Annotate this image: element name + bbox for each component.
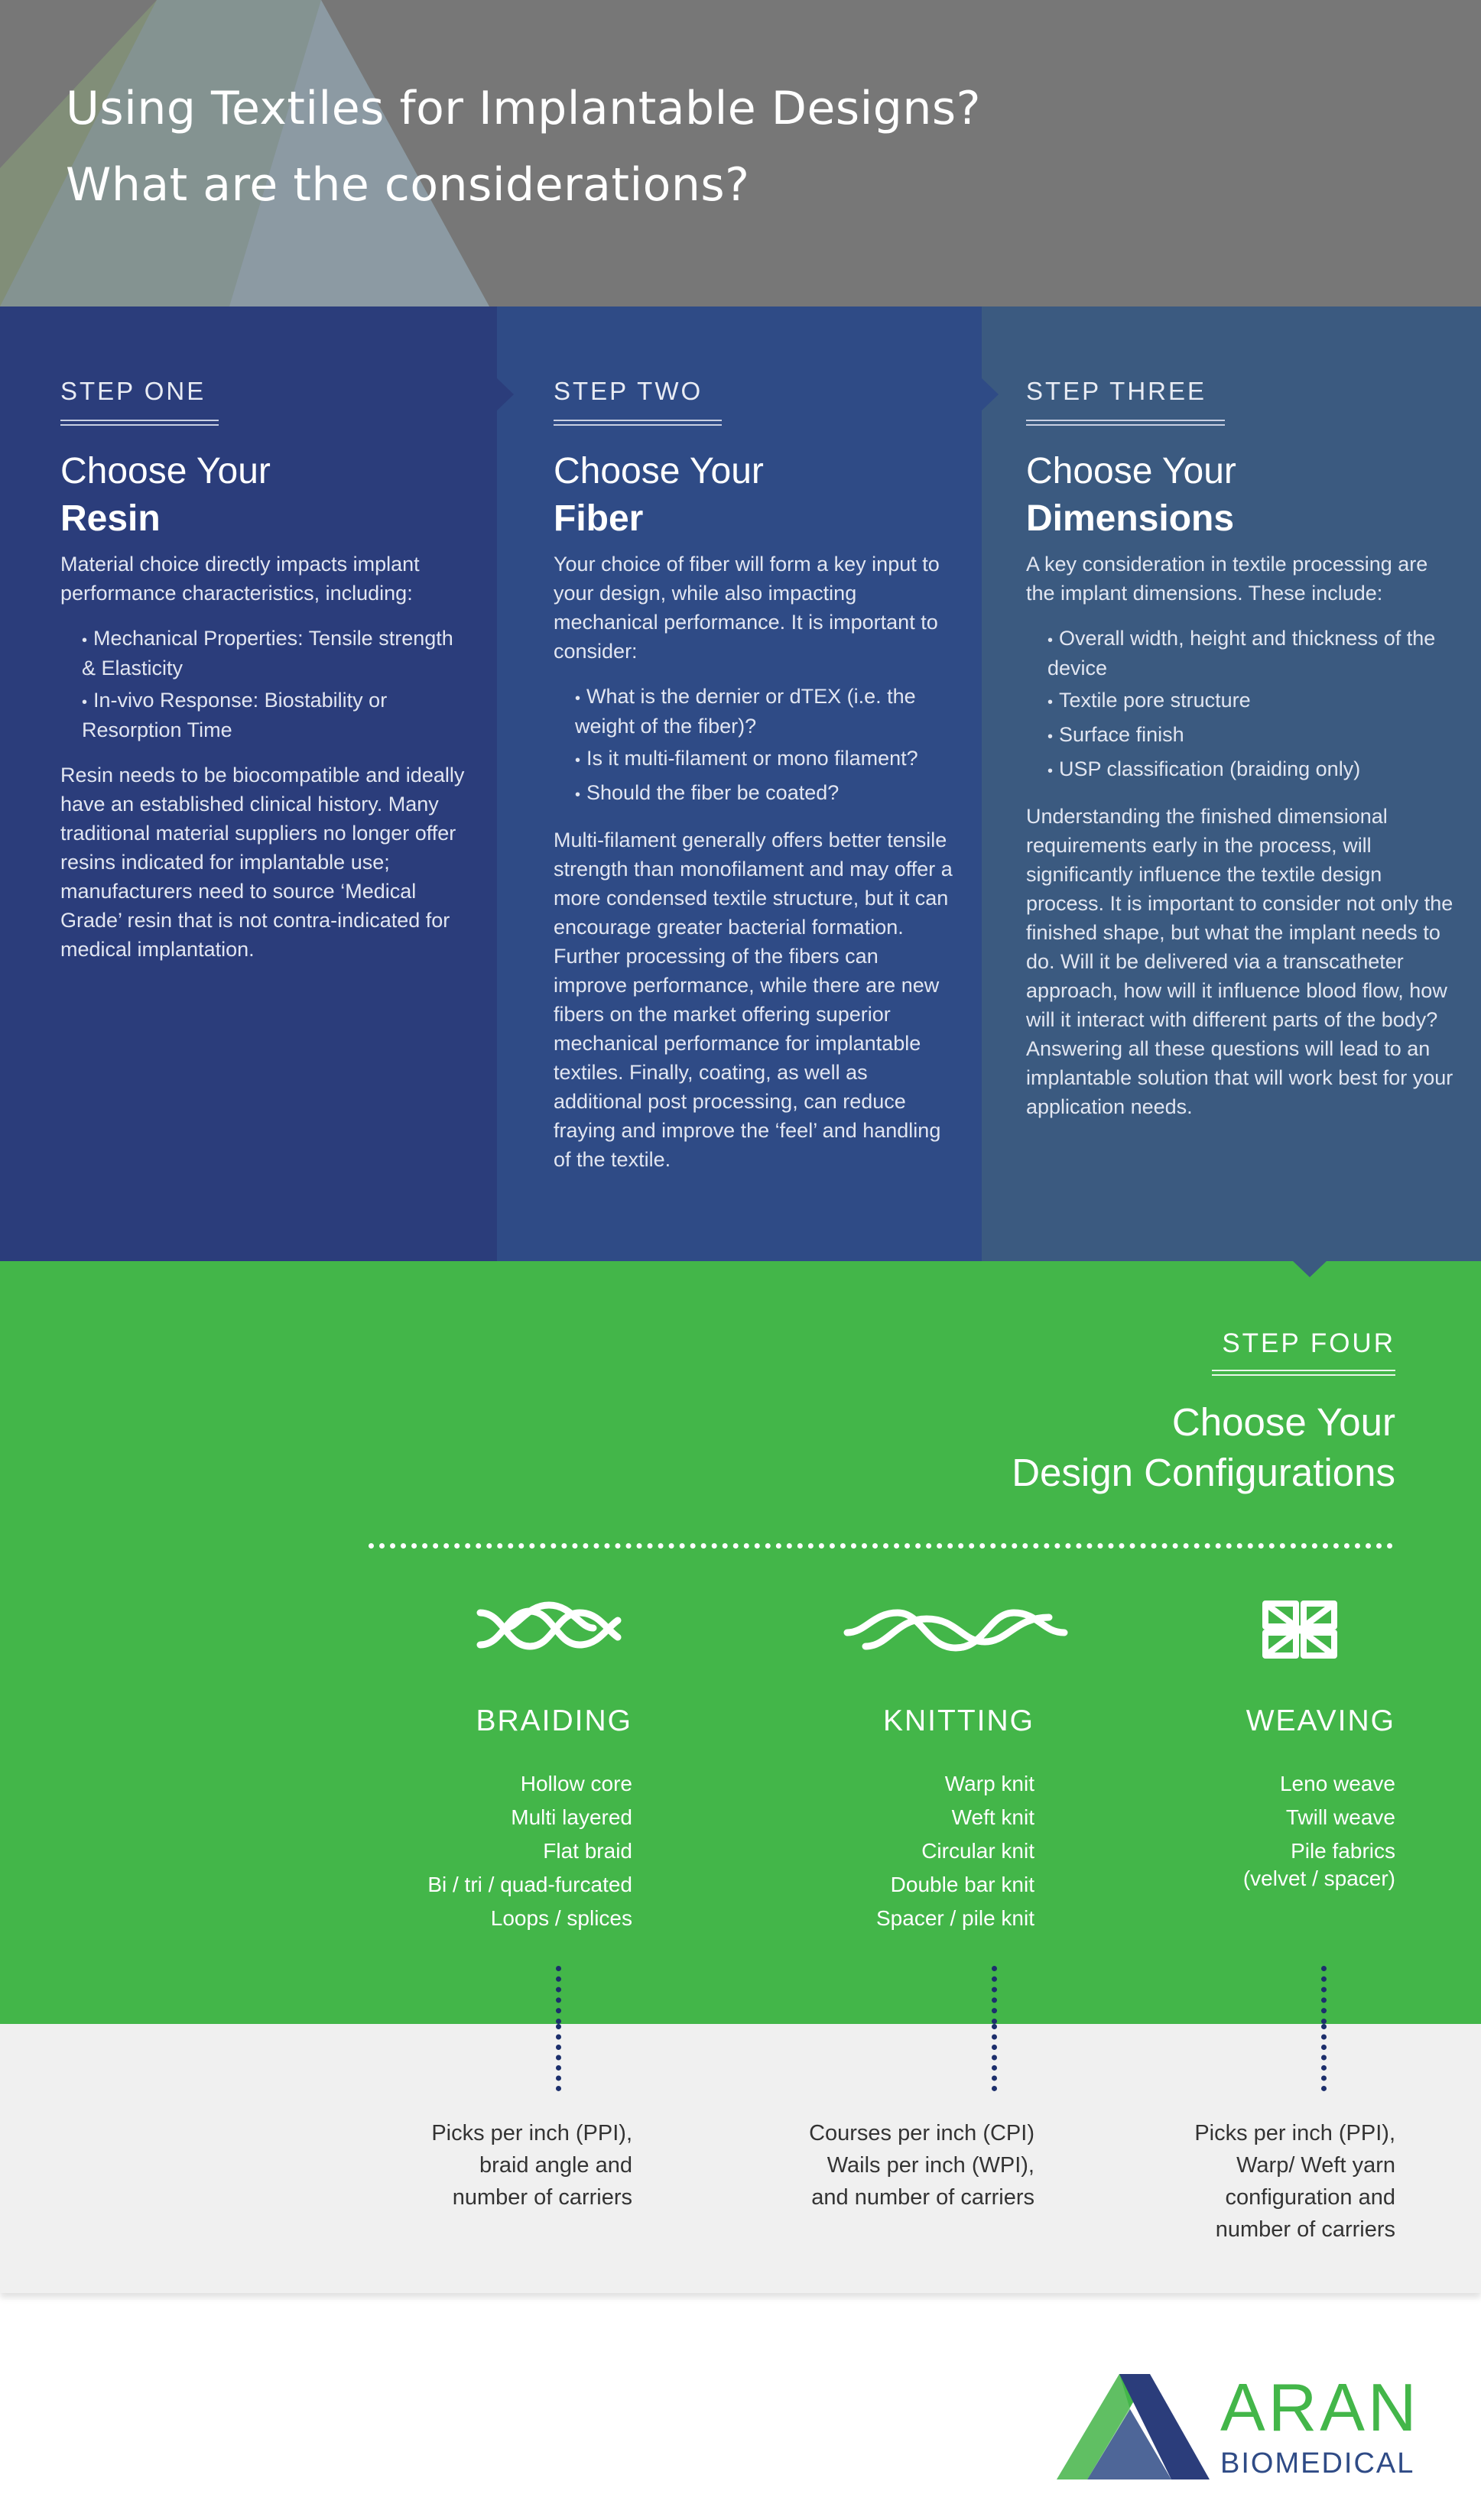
step-four-subject: Design Configurations	[1012, 1451, 1395, 1494]
list-item: Loops / splices	[490, 1906, 632, 1930]
list-item: Bi / tri / quad-furcated	[427, 1873, 632, 1896]
step-three-rule	[1026, 420, 1225, 426]
step-three-label: STEP THREE	[1026, 377, 1207, 405]
step-three-closing: Understanding the finished dimensional requirements early in the process, will significantly influence the textile design process. It is important to consider not only the finished shape, but what the implant needs to do. Will it be delivered via a transcatheter approach, how will it influence blood flow, how will it interact with different parts of the body? Answering all these questions will lead to an implantable solution that will work best for your application needs.	[1026, 805, 1453, 1118]
step-one-intro: Material choice directly impacts implant performance characteristics, including:	[60, 553, 420, 605]
steps-section	[0, 306, 1481, 1261]
step-two-bullets	[554, 683, 957, 809]
weaving-list	[1243, 1770, 1395, 1899]
bullet-item: • USP classification (braiding only)	[1047, 755, 1454, 785]
dotted-connector	[1321, 2024, 1327, 2091]
page-title-line2: What are the considerations?	[66, 158, 750, 212]
weave-icon	[1259, 1597, 1340, 1660]
step-one-label: STEP ONE	[60, 377, 206, 405]
list-item: Pile fabrics (velvet / spacer)	[1242, 1839, 1395, 1890]
step-two-intro: Your choice of fiber will form a key input to your design, while also impacting mechanical performance. It is important to consider:	[554, 553, 940, 663]
step-four-rule	[1212, 1370, 1395, 1376]
bullet-item: • Overall width, height and thickness of the device	[1047, 624, 1454, 682]
step-three-intro: A key consideration in textile processing are the implant dimensions. These include:	[1026, 553, 1428, 605]
dotted-connector	[556, 1966, 561, 2024]
dotted-connector	[1321, 1966, 1327, 2024]
bullet-item: • Mechanical Properties: Tensile strength & Elasticity	[82, 624, 469, 682]
step-two-label: STEP TWO	[554, 377, 703, 405]
braiding-list	[427, 1770, 632, 1938]
dotted-connector	[992, 2024, 997, 2091]
chevron-right-icon	[980, 377, 1002, 412]
knitting-list	[876, 1770, 1034, 1938]
header-banner	[0, 0, 1481, 306]
step-two-panel	[497, 306, 982, 1261]
step-four-choose: Choose Your	[1171, 1400, 1395, 1444]
knit-icon	[843, 1602, 1069, 1659]
braid-icon	[473, 1597, 625, 1660]
step-three-choose: Choose Your	[1026, 451, 1236, 491]
step-one-heading	[60, 448, 271, 543]
list-item: Hollow core	[520, 1772, 632, 1795]
bullet-item: • Textile pore structure	[1047, 686, 1454, 716]
step-two-body	[554, 550, 957, 1174]
list-item: Warp knit	[944, 1772, 1034, 1795]
aran-biomedical-logo	[1057, 2371, 1424, 2486]
step-one-panel	[0, 306, 497, 1261]
knitting-parameters: Courses per inch (CPI) Wails per inch (WPI), and number of carriers	[809, 2121, 1034, 2210]
parameters-panel	[0, 2024, 1481, 2293]
logo-wordmark: ARAN	[1220, 2369, 1420, 2445]
list-item: Weft knit	[951, 1805, 1034, 1829]
page-title-line1: Using Textiles for Implantable Designs?	[66, 82, 982, 135]
braiding-title: BRAIDING	[476, 1704, 632, 1737]
step-one-closing: Resin needs to be biocompatible and ideally have an established clinical history. Many traditional material suppliers no longer offer resins indicated for implantable use; manufacturers need to source ‘Medical Grade’ resin that is not contra-indicated for medical implantation.	[60, 764, 465, 961]
step-three-bullets	[1026, 624, 1454, 785]
weaving-parameters: Picks per inch (PPI), Warp/ Weft yarn configuration and number of carriers	[1194, 2121, 1395, 2242]
chevron-down-icon	[1292, 1260, 1327, 1279]
step-three-panel	[982, 306, 1481, 1261]
bullet-item: • Surface finish	[1047, 721, 1454, 751]
dotted-connector	[992, 1966, 997, 2024]
list-item: Leno weave	[1279, 1772, 1395, 1795]
dotted-connector	[556, 2024, 561, 2091]
list-item: Circular knit	[921, 1839, 1034, 1863]
step-two-subject: Fiber	[554, 498, 644, 539]
list-item: Multi layered	[511, 1805, 632, 1829]
step-four-label: STEP FOUR	[1222, 1328, 1395, 1358]
braiding-parameters: Picks per inch (PPI), braid angle and number of carriers	[431, 2121, 632, 2210]
list-item: Twill weave	[1285, 1805, 1395, 1829]
bullet-item: • Should the fiber be coated?	[575, 779, 957, 809]
step-two-closing: Multi-filament generally offers better tensile strength than monofilament and may offer a more condensed textile structure, but it can encourage greater bacterial formation. Further processing of the fibers can improve performance, while there are new fibers on the market offering superior mechanical performance for implantable textiles. Finally, coating, as well as additional post processing, can reduce fraying and improve the ‘feel’ and handling of the textile.	[554, 829, 953, 1171]
weaving-title: WEAVING	[1246, 1704, 1395, 1737]
page-title	[66, 70, 981, 223]
bullet-item: • What is the dernier or dTEX (i.e. the weight of the fiber)?	[575, 683, 957, 740]
step-four-section	[0, 1261, 1481, 2024]
step-two-heading	[554, 448, 764, 543]
step-two-choose: Choose Your	[554, 451, 764, 491]
logo-subtitle: BIOMEDICAL	[1220, 2447, 1415, 2479]
step-three-heading	[1026, 448, 1236, 543]
knitting-title: KNITTING	[883, 1704, 1034, 1737]
step-one-choose: Choose Your	[60, 451, 271, 491]
bullet-item: • In-vivo Response: Biostability or Resorption Time	[82, 686, 469, 744]
chevron-right-icon	[495, 377, 517, 412]
step-three-subject: Dimensions	[1026, 498, 1235, 539]
step-one-subject: Resin	[60, 498, 161, 539]
step-two-rule	[554, 420, 722, 426]
list-item: Flat braid	[543, 1839, 632, 1863]
step-one-bullets	[60, 624, 469, 744]
step-four-heading	[1012, 1397, 1395, 1498]
logo-mark-icon	[1057, 2374, 1210, 2483]
dotted-divider	[369, 1543, 1393, 1549]
list-item: Double bar knit	[890, 1873, 1034, 1896]
bullet-item: • Is it multi-filament or mono filament?	[575, 744, 957, 774]
step-one-body	[60, 550, 469, 964]
list-item: Spacer / pile knit	[876, 1906, 1034, 1930]
step-one-rule	[60, 420, 219, 426]
step-three-body	[1026, 550, 1454, 1121]
